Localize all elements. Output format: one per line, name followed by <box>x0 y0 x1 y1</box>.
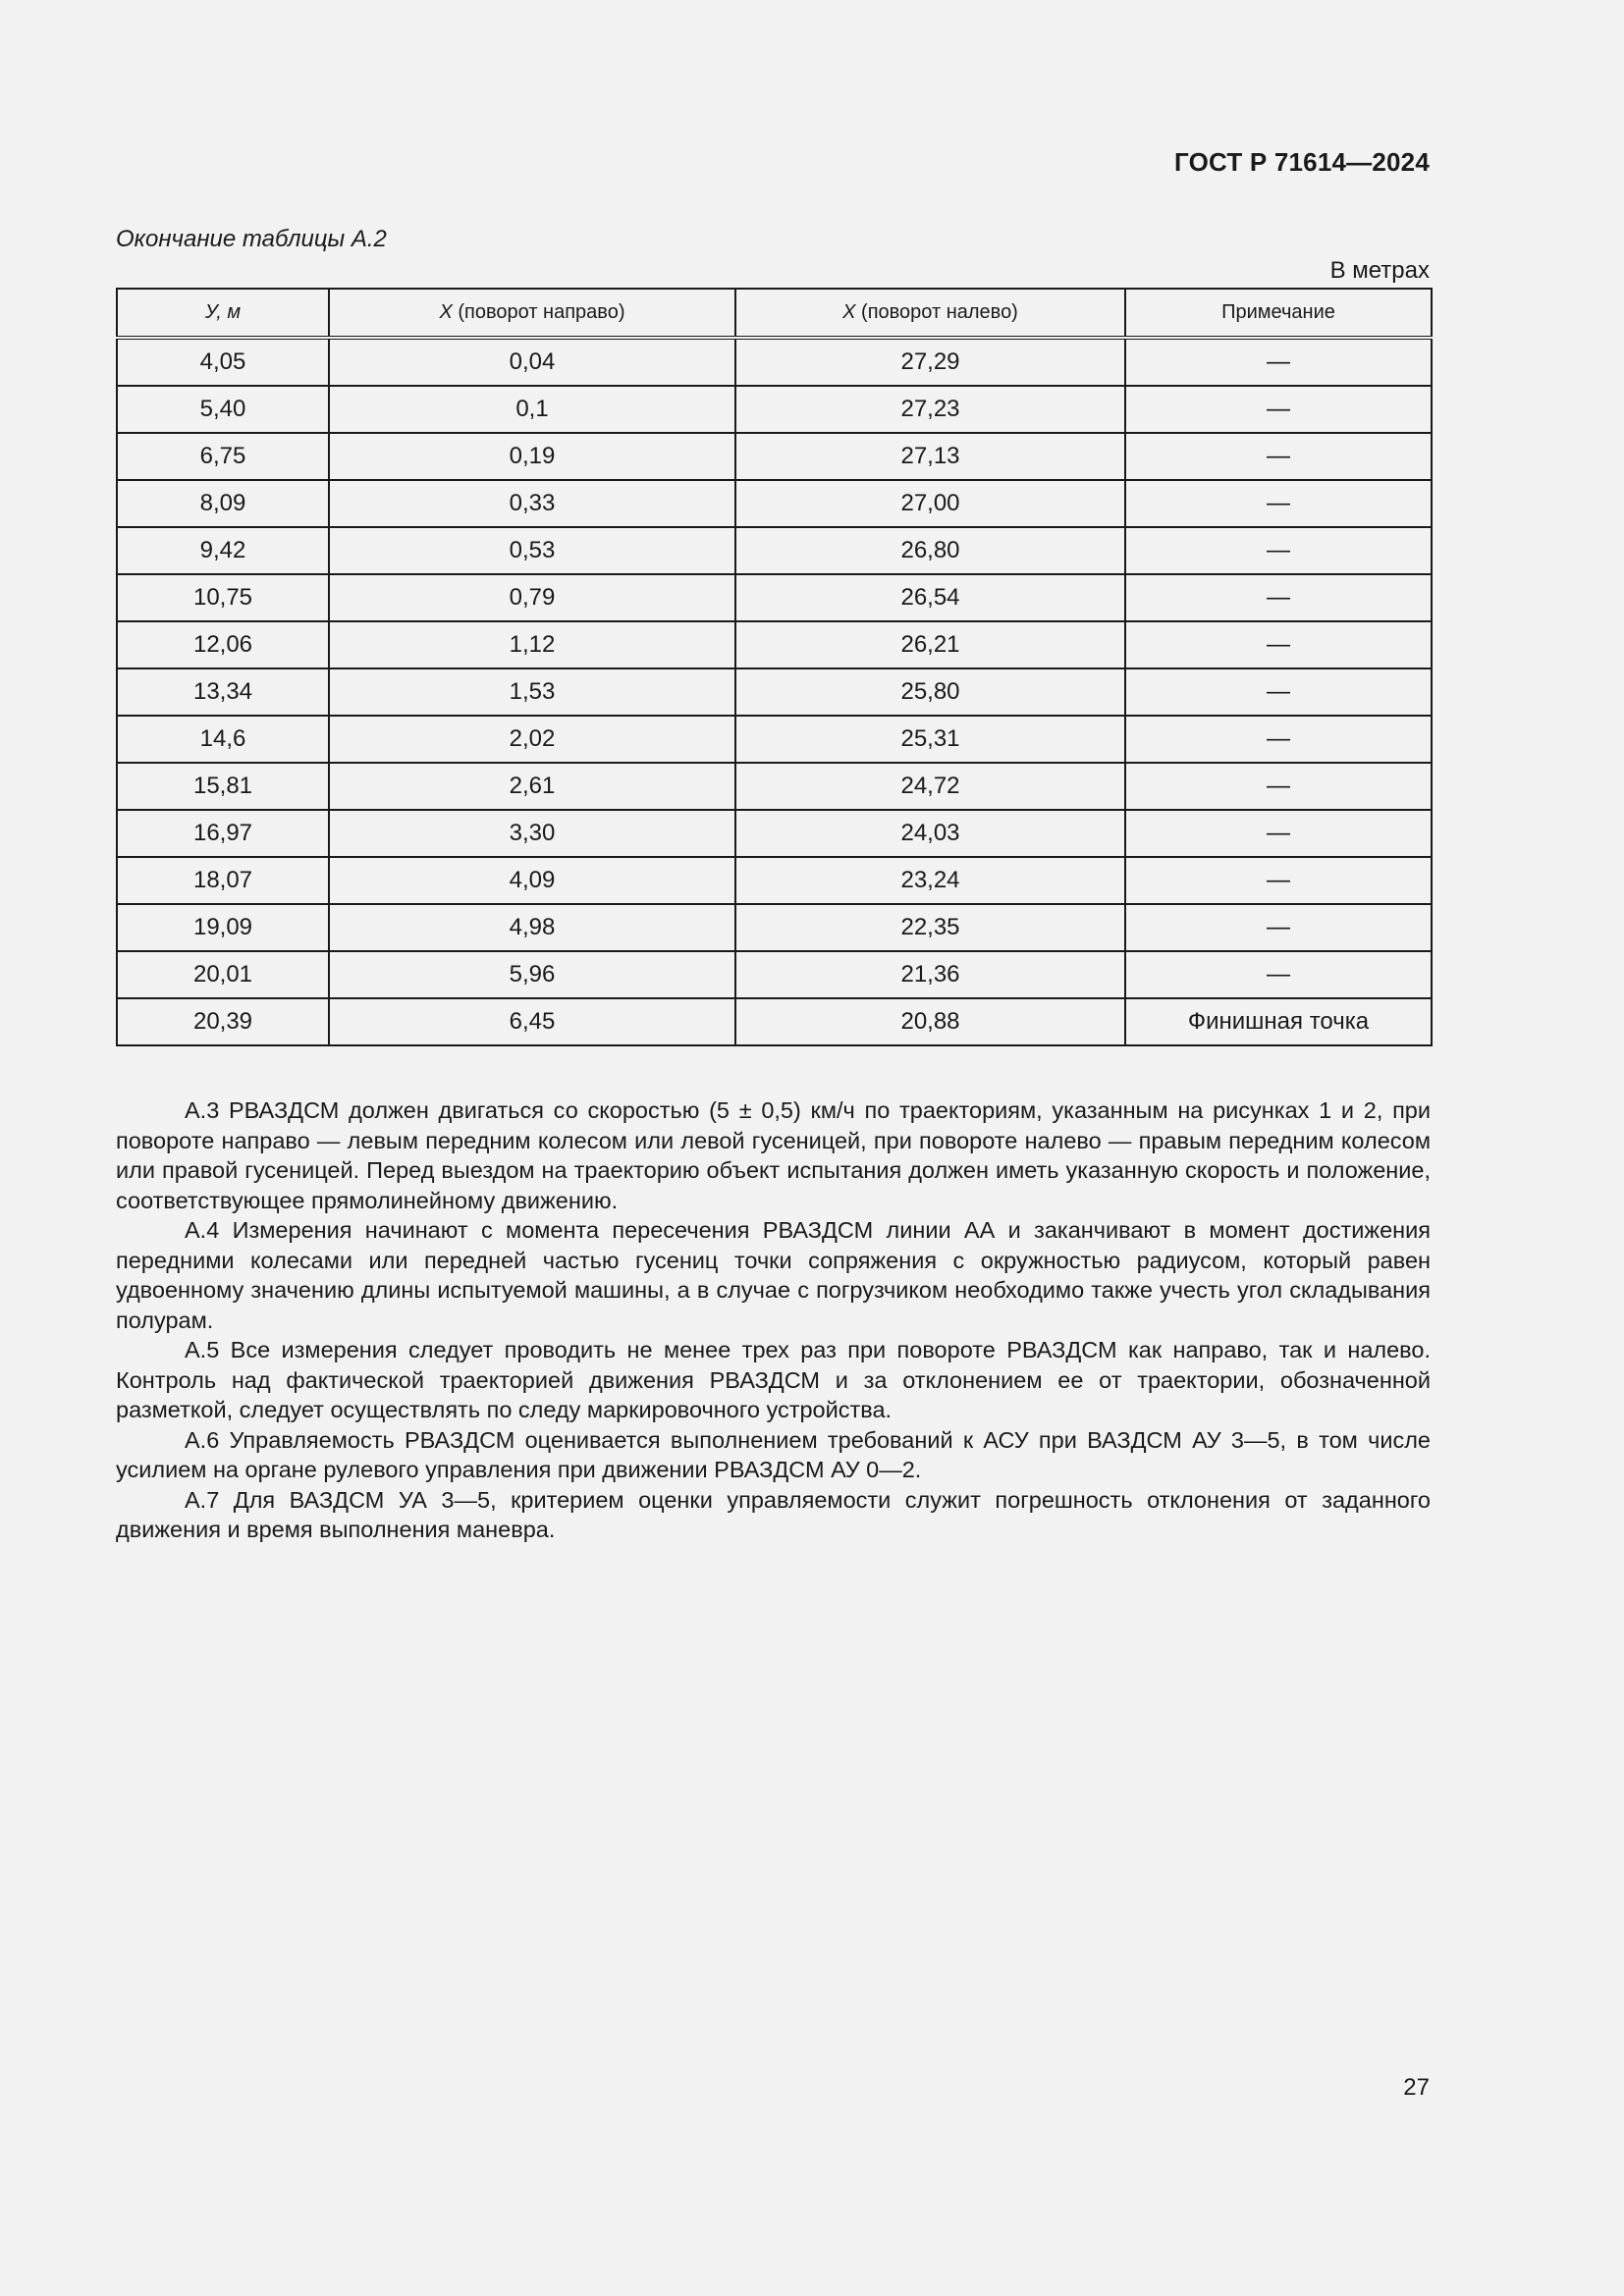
cell-x-right: 6,45 <box>329 998 735 1045</box>
paragraph: А.6 Управляемость РВАЗДСМ оценивается выполнением требований к АСУ при ВАЗДСМ АУ 3—5, в том числе усилием на органе рулевого управления при движении РВАЗДСМ АУ 0—2. <box>116 1426 1431 1482</box>
cell-note: — <box>1125 904 1432 951</box>
cell-y: 5,40 <box>117 386 329 433</box>
table-caption: Окончание таблицы А.2 <box>116 226 387 252</box>
table-row <box>117 386 1432 433</box>
table-row <box>117 857 1432 904</box>
cell-x-left: 23,24 <box>735 857 1125 904</box>
cell-x-left: 27,13 <box>735 433 1125 480</box>
table-row <box>117 480 1432 527</box>
table-row <box>117 904 1432 951</box>
cell-note: — <box>1125 951 1432 998</box>
header-x-right <box>329 289 735 338</box>
cell-x-left: 20,88 <box>735 998 1125 1045</box>
cell-y: 15,81 <box>117 763 329 810</box>
cell-note: — <box>1125 857 1432 904</box>
table-row <box>117 574 1432 621</box>
cell-x-left: 26,80 <box>735 527 1125 574</box>
table-row <box>117 716 1432 763</box>
cell-y: 12,06 <box>117 621 329 668</box>
header-x-right-var: X <box>439 301 453 323</box>
cell-note: — <box>1125 763 1432 810</box>
header-y-unit: , м <box>216 301 242 323</box>
page-number: 27 <box>1403 2074 1430 2101</box>
body-text <box>116 1095 1431 1545</box>
paragraph: А.5 Все измерения следует проводить не менее трех раз при повороте РВАЗДСМ как направо, так и налево. Контроль над фактической траекторией движения РВАЗДСМ и за отклонением ее от траектории, обозначенной разметкой, следует осуществлять по следу маркировочного устройства. <box>116 1337 1431 1422</box>
cell-note: — <box>1125 338 1432 386</box>
table-row <box>117 810 1432 857</box>
table-row <box>117 951 1432 998</box>
cell-x-left: 26,21 <box>735 621 1125 668</box>
paragraph: А.3 РВАЗДСМ должен двигаться со скоростью (5 ± 0,5) км/ч по траекториям, указанным на рисунках 1 и 2, при повороте направо — левым передним колесом или левой гусеницей, при повороте налево — правым передним колесом или правой гусеницей. Перед выездом на траекторию объект испытания должен иметь указанную скорость и положение, соответствующее прямолинейному движению. <box>116 1097 1431 1213</box>
cell-note: — <box>1125 716 1432 763</box>
cell-y: 13,34 <box>117 668 329 716</box>
header-y-var: У <box>204 301 217 323</box>
cell-y: 16,97 <box>117 810 329 857</box>
table-body <box>117 338 1432 1045</box>
cell-x-left: 26,54 <box>735 574 1125 621</box>
table-row <box>117 433 1432 480</box>
cell-y: 20,01 <box>117 951 329 998</box>
header-note: Примечание <box>1125 289 1432 338</box>
cell-x-right: 0,33 <box>329 480 735 527</box>
table-row <box>117 338 1432 386</box>
table-row <box>117 668 1432 716</box>
table-row <box>117 763 1432 810</box>
cell-x-right: 0,79 <box>329 574 735 621</box>
cell-x-right: 0,19 <box>329 433 735 480</box>
data-table <box>116 288 1433 1046</box>
cell-x-left: 27,23 <box>735 386 1125 433</box>
table-header-row <box>117 289 1432 338</box>
cell-note: — <box>1125 621 1432 668</box>
cell-note: — <box>1125 574 1432 621</box>
cell-note: — <box>1125 527 1432 574</box>
cell-note: — <box>1125 810 1432 857</box>
cell-y: 9,42 <box>117 527 329 574</box>
cell-y: 4,05 <box>117 338 329 386</box>
cell-x-right: 0,1 <box>329 386 735 433</box>
paragraph: А.7 Для ВАЗДСМ УА 3—5, критерием оценки управляемости служит погрешность отклонения от заданного движения и время выполнения маневра. <box>116 1486 1431 1542</box>
cell-x-left: 27,29 <box>735 338 1125 386</box>
cell-x-right: 4,09 <box>329 857 735 904</box>
table-row <box>117 998 1432 1045</box>
cell-x-left: 25,31 <box>735 716 1125 763</box>
document-code: ГОСТ Р 71614—2024 <box>1174 147 1430 177</box>
cell-x-right: 0,53 <box>329 527 735 574</box>
cell-x-left: 24,72 <box>735 763 1125 810</box>
cell-x-right: 4,98 <box>329 904 735 951</box>
cell-note: — <box>1125 433 1432 480</box>
cell-note: — <box>1125 668 1432 716</box>
cell-y: 8,09 <box>117 480 329 527</box>
header-x-left <box>735 289 1125 338</box>
header-x-left-var: X <box>842 301 856 323</box>
cell-x-right: 5,96 <box>329 951 735 998</box>
cell-note: — <box>1125 480 1432 527</box>
cell-y: 6,75 <box>117 433 329 480</box>
cell-note: Финишная точка <box>1125 998 1432 1045</box>
header-y <box>117 289 329 338</box>
table-row <box>117 621 1432 668</box>
cell-y: 18,07 <box>117 857 329 904</box>
units-label: В метрах <box>1329 257 1430 284</box>
cell-x-right: 1,53 <box>329 668 735 716</box>
cell-x-right: 0,04 <box>329 338 735 386</box>
table-row <box>117 527 1432 574</box>
cell-x-right: 3,30 <box>329 810 735 857</box>
header-x-right-text: (поворот направо) <box>452 301 625 323</box>
cell-y: 10,75 <box>117 574 329 621</box>
paragraph: А.4 Измерения начинают с момента пересечения РВАЗДСМ линии АА и заканчивают в момент достижения передними колесами или передней частью гусениц точки сопряжения с окружностью радиусом, который равен удвоенному значению длины испытуемой машины, а в случае с погрузчиком необходимо также учесть угол складывания полурам. <box>116 1217 1431 1333</box>
cell-y: 14,6 <box>117 716 329 763</box>
cell-x-right: 2,02 <box>329 716 735 763</box>
cell-x-right: 2,61 <box>329 763 735 810</box>
header-x-left-text: (поворот налево) <box>855 301 1018 323</box>
cell-x-right: 1,12 <box>329 621 735 668</box>
cell-y: 20,39 <box>117 998 329 1045</box>
cell-y: 19,09 <box>117 904 329 951</box>
cell-x-left: 27,00 <box>735 480 1125 527</box>
cell-x-left: 24,03 <box>735 810 1125 857</box>
cell-x-left: 21,36 <box>735 951 1125 998</box>
cell-x-left: 25,80 <box>735 668 1125 716</box>
cell-x-left: 22,35 <box>735 904 1125 951</box>
cell-note: — <box>1125 386 1432 433</box>
